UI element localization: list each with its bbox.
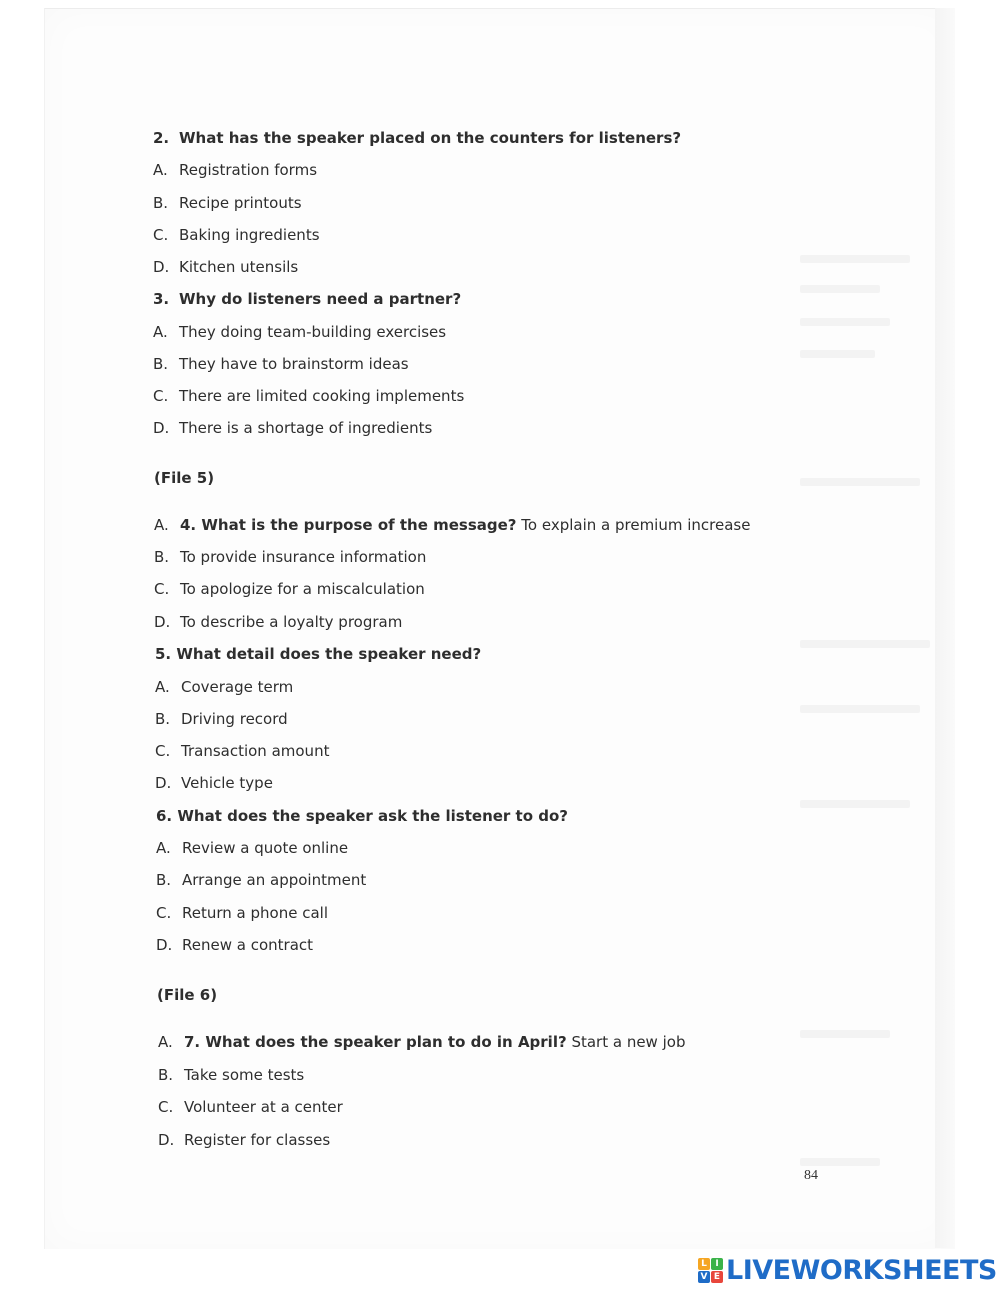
logo-blocks-icon — [698, 1258, 723, 1283]
option-letter: C. — [154, 580, 170, 598]
option-text: Arrange an appointment — [182, 871, 367, 889]
option-letter: B. — [154, 548, 170, 566]
option-text: Take some tests — [184, 1066, 305, 1084]
question-text: 4. What is the purpose of the message? — [180, 516, 517, 534]
option-letter: C. — [153, 226, 169, 244]
option-text: Vehicle type — [181, 774, 273, 792]
option-text: Coverage term — [181, 678, 294, 696]
answer-text: To explain a premium increase — [521, 516, 751, 534]
option[interactable] — [153, 193, 302, 213]
option[interactable] — [155, 773, 273, 793]
option-letter: B. — [158, 1066, 174, 1084]
option-text: To apologize for a miscalculation — [180, 580, 425, 598]
option-letter: B. — [155, 710, 171, 728]
option[interactable] — [155, 741, 329, 761]
question-6: 6. What does the speaker ask the listener to do? — [156, 807, 568, 825]
file-6-heading: (File 6) — [157, 986, 218, 1004]
page-number: 84 — [804, 1168, 818, 1183]
option-text: They have to brainstorm ideas — [179, 355, 409, 373]
option-text: Driving record — [181, 710, 288, 728]
logo-block: L — [698, 1258, 710, 1270]
option[interactable] — [158, 1065, 304, 1085]
option-letter: D. — [154, 613, 171, 631]
question-text: What has the speaker placed on the counters for listeners? — [179, 129, 682, 147]
option[interactable] — [153, 354, 409, 374]
option[interactable] — [153, 418, 432, 438]
option[interactable] — [156, 838, 348, 858]
answer-text: Start a new job — [571, 1033, 686, 1051]
logo-block: V — [698, 1271, 710, 1283]
question-4-with-answer[interactable] — [154, 515, 750, 535]
option-text: Baking ingredients — [179, 226, 320, 244]
logo-text: LIVEWORKSHEETS — [726, 1254, 997, 1286]
option-letter: C. — [158, 1098, 174, 1116]
logo-block: E — [711, 1271, 723, 1283]
option[interactable] — [155, 709, 288, 729]
question-number: 3. — [153, 290, 170, 308]
option[interactable] — [153, 225, 320, 245]
option-text: Renew a contract — [182, 936, 314, 954]
option[interactable] — [156, 870, 366, 890]
option[interactable] — [154, 579, 425, 599]
option-text: Review a quote online — [182, 839, 349, 857]
option-letter: D. — [158, 1131, 175, 1149]
question-text: Why do listeners need a partner? — [179, 290, 462, 308]
option-text: To provide insurance information — [180, 548, 427, 566]
option-letter: A. — [156, 839, 171, 857]
option-text: Volunteer at a center — [184, 1098, 343, 1116]
option-text: Transaction amount — [181, 742, 330, 760]
option-letter: A. — [155, 678, 170, 696]
option-letter: A. — [153, 323, 168, 341]
option[interactable] — [153, 386, 464, 406]
option-letter: D. — [153, 419, 170, 437]
option[interactable] — [158, 1130, 330, 1150]
liveworksheets-logo[interactable] — [698, 1255, 997, 1285]
option-letter: B. — [153, 194, 169, 212]
logo-block: I — [711, 1258, 723, 1270]
option-letter: B. — [153, 355, 169, 373]
option-letter: C. — [153, 387, 169, 405]
option[interactable] — [154, 612, 402, 632]
option[interactable] — [153, 160, 317, 180]
option-letter: C. — [156, 904, 172, 922]
option[interactable] — [153, 257, 298, 277]
option-text: To describe a loyalty program — [180, 613, 403, 631]
option-text: Kitchen utensils — [179, 258, 299, 276]
option-letter: D. — [153, 258, 170, 276]
option[interactable] — [156, 903, 328, 923]
option-letter: D. — [155, 774, 172, 792]
option[interactable] — [155, 677, 293, 697]
option-letter: D. — [156, 936, 173, 954]
option-text: Recipe printouts — [179, 194, 302, 212]
question-3 — [153, 289, 461, 309]
option[interactable] — [158, 1097, 343, 1117]
file-5-heading: (File 5) — [154, 469, 215, 487]
option-text: They doing team-building exercises — [179, 323, 447, 341]
option-letter: A. — [158, 1033, 173, 1051]
option-letter: C. — [155, 742, 171, 760]
question-5: 5. What detail does the speaker need? — [155, 645, 482, 663]
question-7-with-answer[interactable] — [158, 1032, 685, 1052]
option-text: There are limited cooking implements — [179, 387, 465, 405]
option[interactable] — [154, 547, 426, 567]
option-letter: B. — [156, 871, 172, 889]
question-2 — [153, 128, 681, 148]
option-letter: A. — [153, 161, 168, 179]
option-text: Registration forms — [179, 161, 318, 179]
option[interactable] — [153, 322, 446, 342]
question-number: 2. — [153, 129, 170, 147]
option-text: Register for classes — [184, 1131, 331, 1149]
option-text: There is a shortage of ingredients — [179, 419, 433, 437]
question-text: 7. What does the speaker plan to do in April? — [184, 1033, 567, 1051]
option[interactable] — [156, 935, 313, 955]
option-text: Return a phone call — [182, 904, 328, 922]
option-letter: A. — [154, 516, 169, 534]
